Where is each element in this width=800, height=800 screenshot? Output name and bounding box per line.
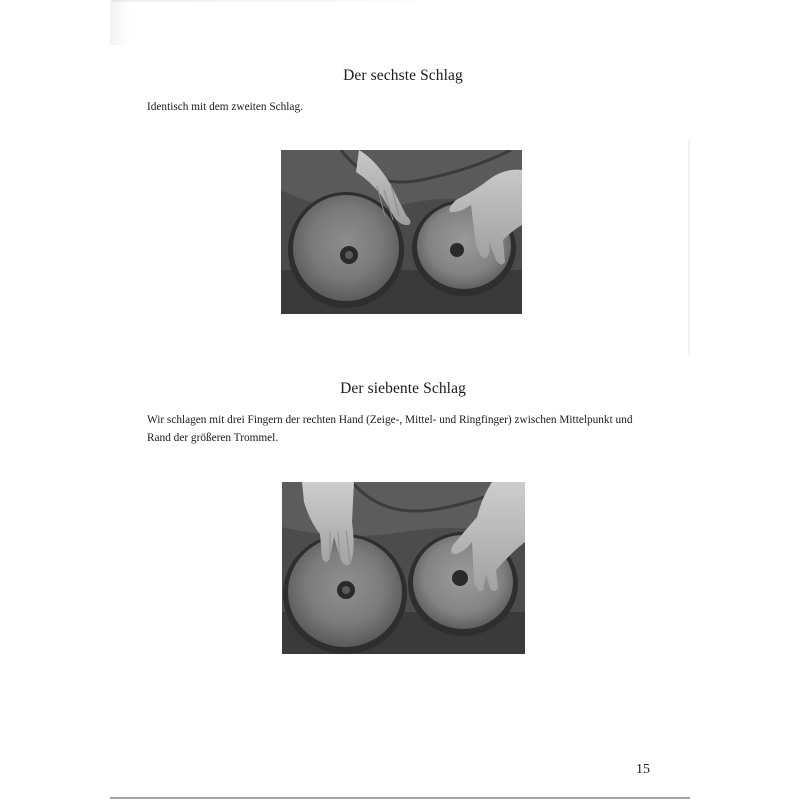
page-number: 15 <box>636 762 650 777</box>
section-text-sixth-stroke: Identisch mit dem zweiten Schlag. <box>147 101 303 113</box>
bongo-drums-photo-icon <box>281 150 522 314</box>
scan-edge <box>112 0 412 2</box>
bongo-drums-photo-icon <box>282 482 525 654</box>
bongo-photo-seventh-stroke <box>282 482 525 654</box>
scan-edge <box>688 140 690 355</box>
bongo-photo-sixth-stroke <box>281 150 522 314</box>
section-text-seventh-stroke: Wir schlagen mit drei Fingern der rechten Hand (Zeige-, Mittel- und Ringfinger) zwischen Mittelpunkt und Rand der größeren Trommel. <box>147 414 633 444</box>
scan-edge <box>110 0 130 45</box>
scan-edge <box>110 797 690 799</box>
section-heading-seventh-stroke: Der siebente Schlag <box>340 380 466 397</box>
section-heading-sixth-stroke: Der sechste Schlag <box>343 67 463 84</box>
